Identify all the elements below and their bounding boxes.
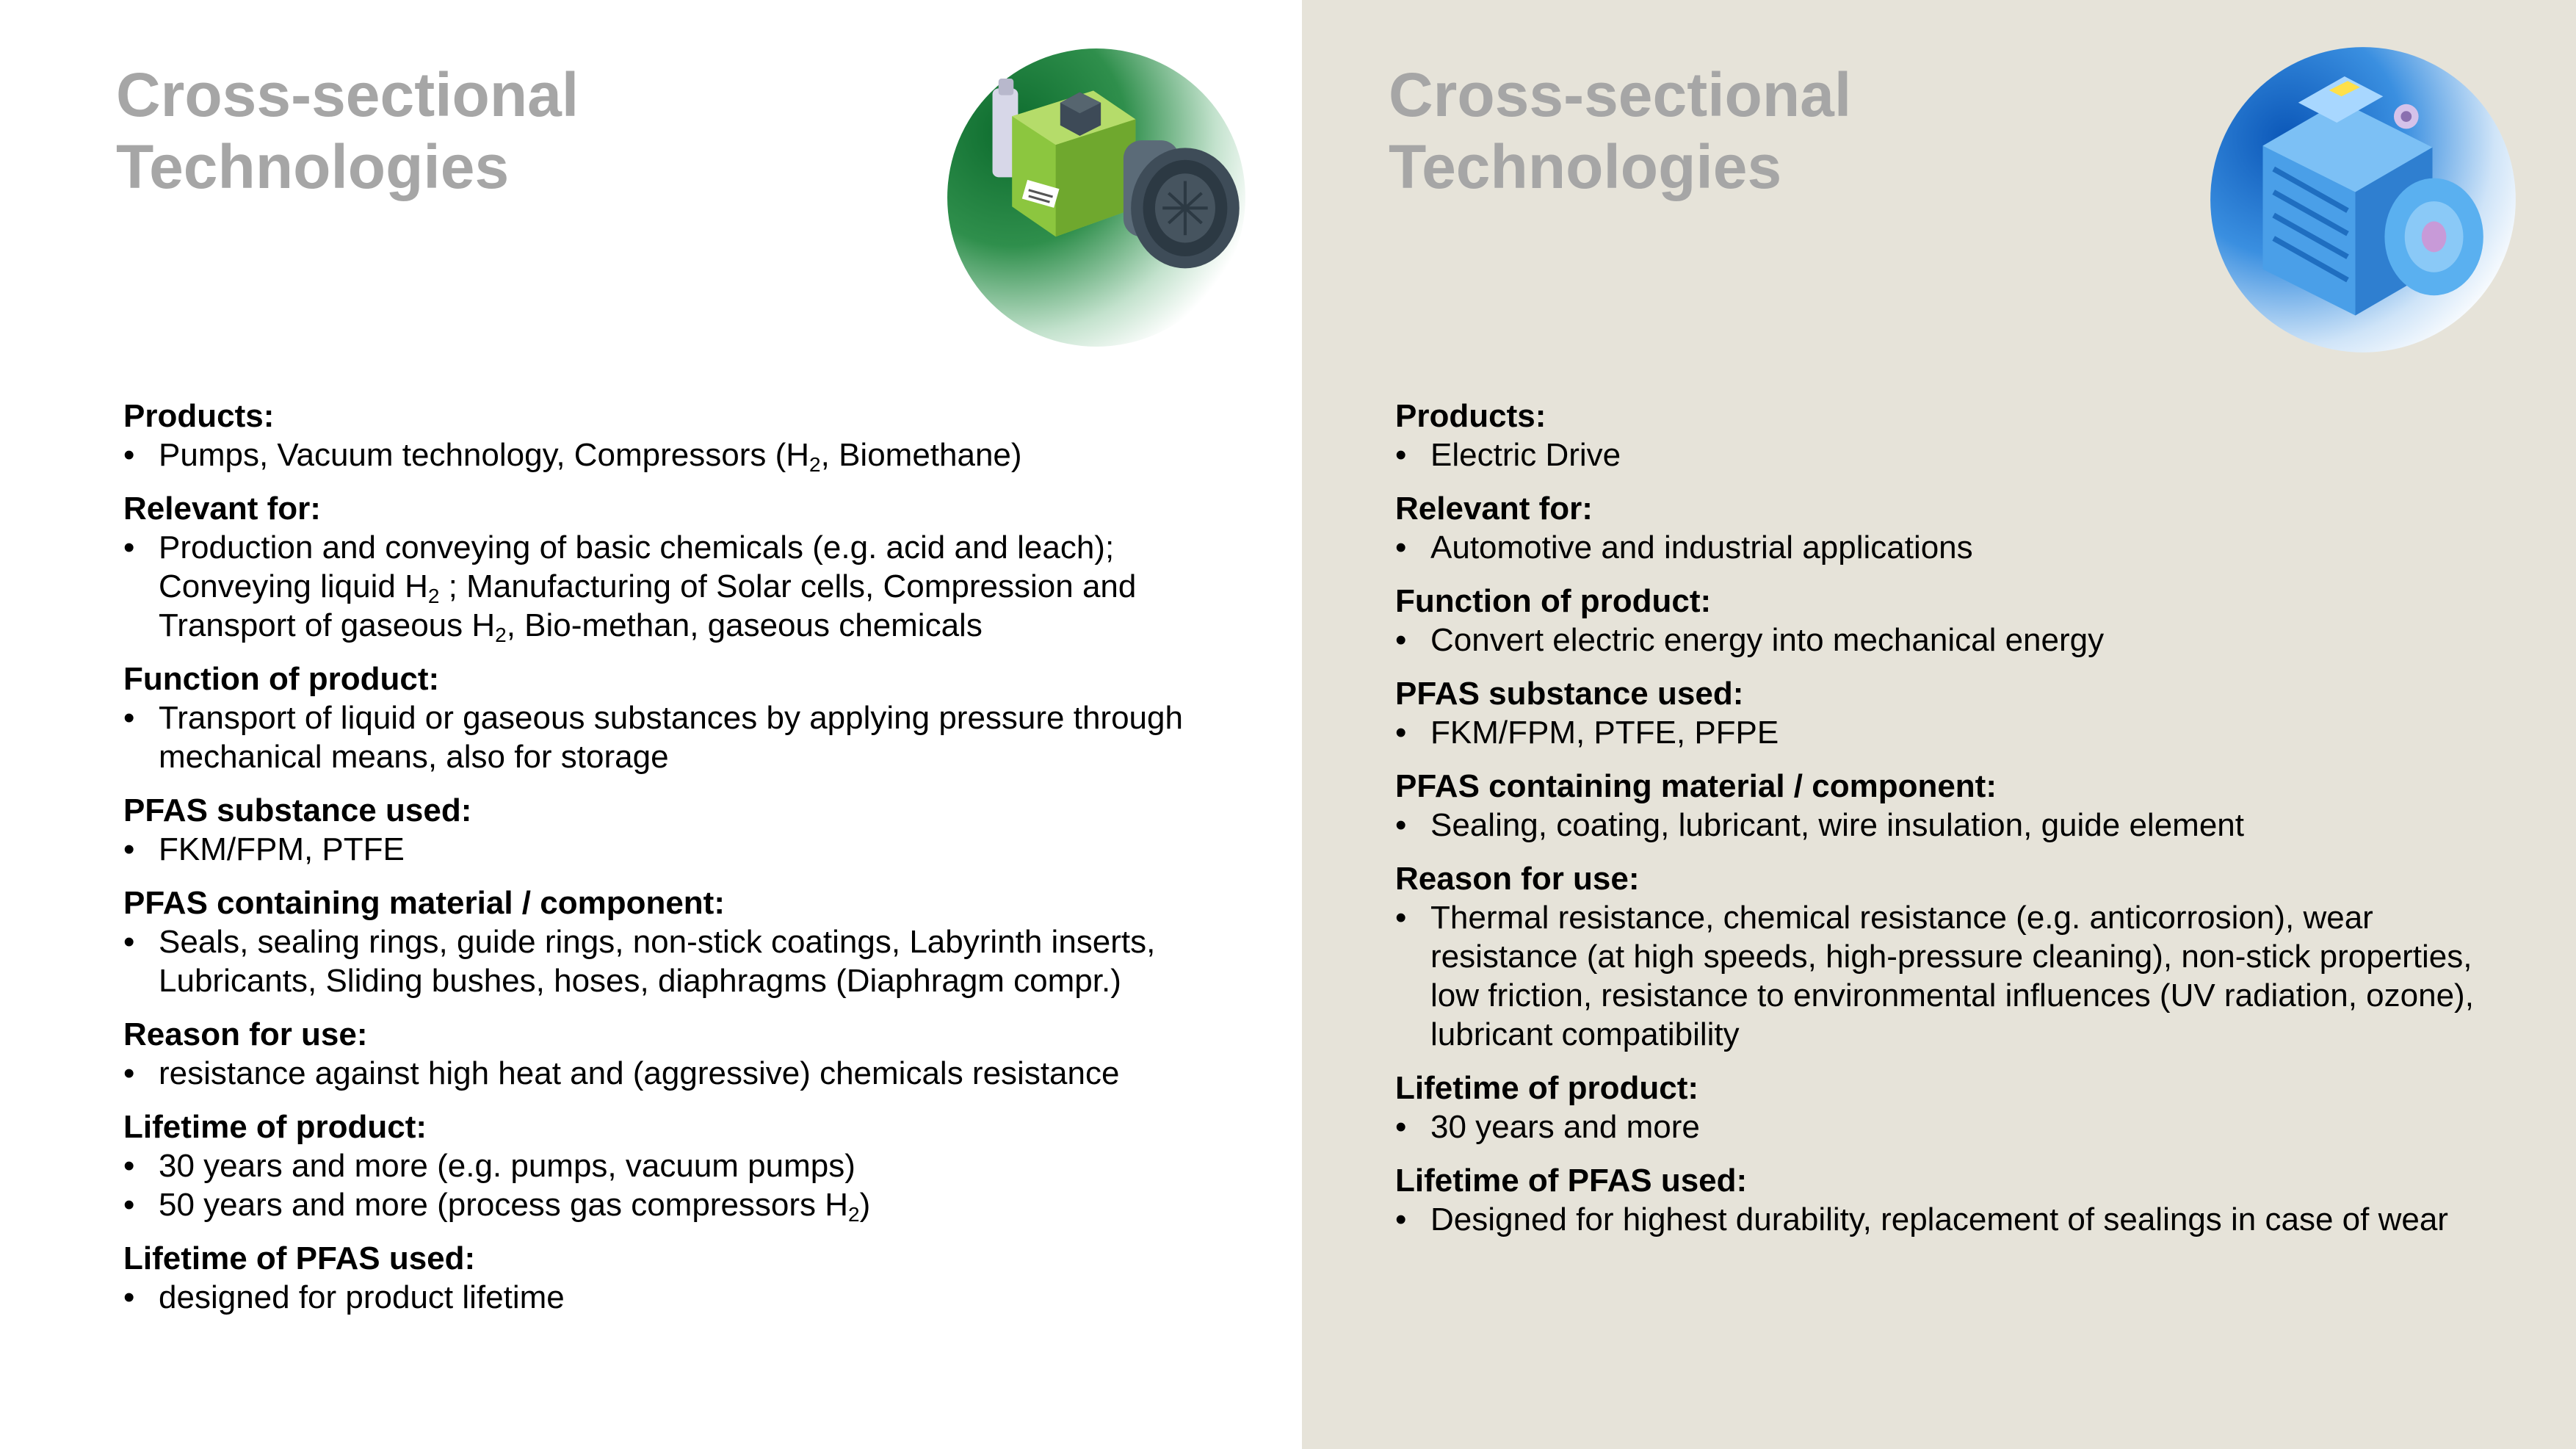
products-section bbox=[123, 397, 1269, 474]
left-panel-title: Cross-sectional Technologies bbox=[116, 60, 579, 201]
section-heading: Lifetime of product: bbox=[1395, 1070, 1699, 1106]
section-heading: Lifetime of product: bbox=[123, 1109, 427, 1145]
list-item: • Sealing, coating, lubricant, wire insulation, guide element bbox=[1395, 806, 2555, 845]
list-item: • 30 years and more bbox=[1395, 1107, 2555, 1146]
function-section bbox=[1395, 582, 2555, 660]
pfas-substance-section bbox=[123, 791, 1269, 869]
lifetime-pfas-section bbox=[123, 1239, 1269, 1317]
list-item: • Automotive and industrial applications bbox=[1395, 528, 2555, 567]
list-item: • Transport of liquid or gaseous substances by applying pressure through mechanical means, also for storage bbox=[123, 698, 1269, 776]
section-heading: Relevant for: bbox=[1395, 491, 1593, 527]
pfas-material-section bbox=[123, 884, 1269, 1000]
list-item: • 30 years and more (e.g. pumps, vacuum pumps) bbox=[123, 1146, 1269, 1185]
right-panel bbox=[1302, 0, 2576, 1449]
pump-icon bbox=[946, 47, 1247, 348]
section-heading: PFAS substance used: bbox=[1395, 676, 1744, 712]
electric-motor-icon bbox=[2209, 46, 2517, 354]
reason-section bbox=[1395, 859, 2555, 1054]
section-heading: Products: bbox=[123, 398, 275, 434]
section-heading: PFAS substance used: bbox=[123, 792, 472, 828]
section-heading: Function of product: bbox=[1395, 583, 1712, 619]
list-item: • Production and conveying of basic chemicals (e.g. acid and leach); Conveying liquid $H_2$ ; Manufacturing of Solar cells, Compression and Transport of gaseous $H_2$, Bio-methan, gaseous chemicals bbox=[123, 528, 1269, 645]
lifetime-pfas-section bbox=[1395, 1161, 2555, 1239]
section-heading: Reason for use: bbox=[123, 1016, 368, 1052]
list-item: • FKM/FPM, PTFE bbox=[123, 830, 1269, 869]
section-heading: Products: bbox=[1395, 398, 1546, 434]
section-heading: Lifetime of PFAS used: bbox=[1395, 1163, 1748, 1199]
pfas-material-section bbox=[1395, 767, 2555, 845]
section-heading: Relevant for: bbox=[123, 491, 321, 527]
right-panel-content bbox=[1395, 397, 2555, 1254]
section-heading: PFAS containing material / component: bbox=[123, 885, 725, 921]
pfas-substance-section bbox=[1395, 674, 2555, 752]
list-item: • Convert electric energy into mechanical energy bbox=[1395, 621, 2555, 660]
right-panel-title: Cross-sectional Technologies bbox=[1389, 60, 1852, 201]
list-item: • FKM/FPM, PTFE, PFPE bbox=[1395, 713, 2555, 752]
list-item: • 50 years and more (process gas compressors $H_2$) bbox=[123, 1185, 1269, 1224]
left-panel-content bbox=[123, 397, 1269, 1331]
reason-section bbox=[123, 1015, 1269, 1093]
relevant-section bbox=[1395, 489, 2555, 567]
list-item: • Designed for highest durability, replacement of sealings in case of wear bbox=[1395, 1200, 2555, 1239]
lifetime-product-section bbox=[123, 1107, 1269, 1224]
lifetime-product-section bbox=[1395, 1069, 2555, 1146]
list-item: • Pumps, Vacuum technology, Compressors ($H_2$, Biomethane) bbox=[123, 436, 1269, 474]
list-item: • Seals, sealing rings, guide rings, non-stick coatings, Labyrinth inserts, Lubricants, Sliding bushes, hoses, diaphragms (Diaphragm compr.) bbox=[123, 922, 1269, 1000]
products-section bbox=[1395, 397, 2555, 474]
section-heading: Lifetime of PFAS used: bbox=[123, 1240, 476, 1276]
list-item: • designed for product lifetime bbox=[123, 1278, 1269, 1317]
section-heading: Reason for use: bbox=[1395, 861, 1640, 897]
list-item: • Electric Drive bbox=[1395, 436, 2555, 474]
section-heading: PFAS containing material / component: bbox=[1395, 768, 1997, 804]
relevant-section bbox=[123, 489, 1269, 645]
list-item: • resistance against high heat and (aggressive) chemicals resistance bbox=[123, 1054, 1269, 1093]
section-heading: Function of product: bbox=[123, 661, 440, 697]
list-item: • Thermal resistance, chemical resistance (e.g. anticorrosion), wear resistance (at high speeds, high-pressure cleaning), non-stick properties, low friction, resistance to environmental influences (UV radiation, ozone), lubricant compatibility bbox=[1395, 898, 2555, 1054]
function-section bbox=[123, 660, 1269, 776]
